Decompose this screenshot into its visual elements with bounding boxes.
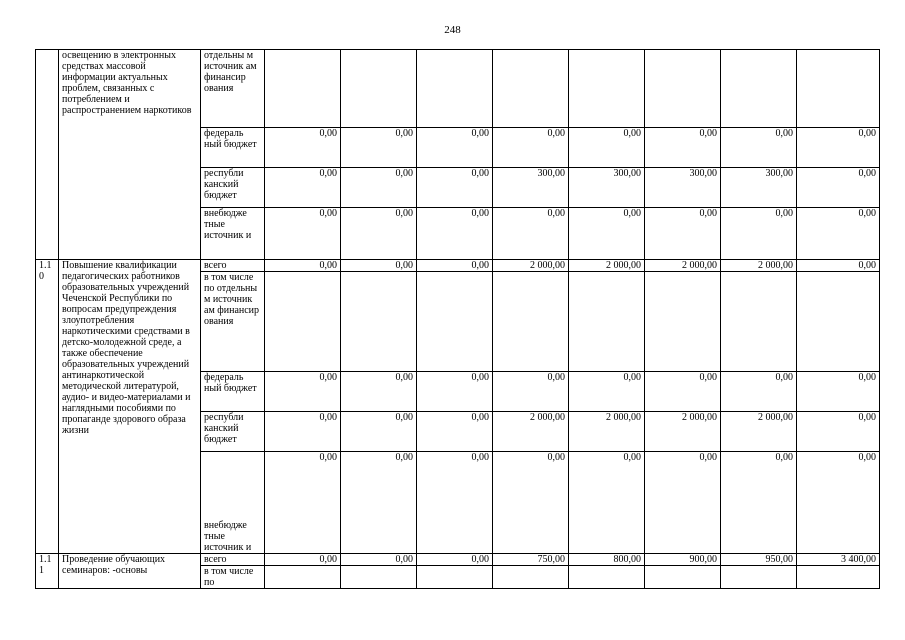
value-cell xyxy=(797,50,880,128)
value-cell: 2 000,00 xyxy=(645,412,721,452)
source-label: всего xyxy=(201,554,265,566)
value-cell xyxy=(721,272,797,372)
value-cell: 0,00 xyxy=(341,168,417,208)
value-cell: 0,00 xyxy=(493,208,569,260)
value-cell: 0,00 xyxy=(569,128,645,168)
value-cell xyxy=(569,272,645,372)
value-cell: 0,00 xyxy=(341,260,417,272)
value-cell: 300,00 xyxy=(721,168,797,208)
value-cell xyxy=(417,50,493,128)
value-cell: 0,00 xyxy=(493,372,569,412)
value-cell: 0,00 xyxy=(569,208,645,260)
value-cell xyxy=(645,50,721,128)
value-cell: 800,00 xyxy=(569,554,645,566)
value-cell: 900,00 xyxy=(645,554,721,566)
item-number: 1.1 1 xyxy=(36,554,59,589)
value-cell xyxy=(341,566,417,589)
value-cell: 0,00 xyxy=(797,412,880,452)
value-cell xyxy=(721,566,797,589)
value-cell: 0,00 xyxy=(493,128,569,168)
value-cell xyxy=(797,272,880,372)
value-cell: 0,00 xyxy=(797,128,880,168)
value-cell: 0,00 xyxy=(265,412,341,452)
value-cell: 0,00 xyxy=(569,452,645,554)
source-label: республи канский бюджет xyxy=(201,412,265,452)
value-cell: 0,00 xyxy=(341,452,417,554)
value-cell xyxy=(645,566,721,589)
value-cell xyxy=(417,566,493,589)
source-label: внебюдже тные источник и xyxy=(201,452,265,554)
value-cell: 0,00 xyxy=(341,128,417,168)
value-cell xyxy=(341,272,417,372)
value-cell: 0,00 xyxy=(645,452,721,554)
value-cell: 0,00 xyxy=(341,412,417,452)
table-row xyxy=(36,260,880,272)
table-row xyxy=(36,50,880,128)
value-cell: 0,00 xyxy=(265,208,341,260)
value-cell xyxy=(417,272,493,372)
value-cell: 0,00 xyxy=(341,554,417,566)
value-cell: 0,00 xyxy=(265,554,341,566)
source-label: отдельны м источник ам финансир ования xyxy=(201,50,265,128)
value-cell: 0,00 xyxy=(265,452,341,554)
item-number-cell xyxy=(36,50,59,260)
value-cell xyxy=(265,566,341,589)
value-cell: 0,00 xyxy=(417,452,493,554)
value-cell: 0,00 xyxy=(341,208,417,260)
budget-table xyxy=(35,49,880,589)
value-cell: 2 000,00 xyxy=(645,260,721,272)
value-cell: 0,00 xyxy=(417,412,493,452)
value-cell: 0,00 xyxy=(797,452,880,554)
value-cell: 950,00 xyxy=(721,554,797,566)
source-label: федераль ный бюджет xyxy=(201,372,265,412)
value-cell: 0,00 xyxy=(721,372,797,412)
value-cell: 0,00 xyxy=(417,168,493,208)
value-cell xyxy=(569,50,645,128)
value-cell: 0,00 xyxy=(417,128,493,168)
value-cell: 0,00 xyxy=(417,554,493,566)
value-cell: 750,00 xyxy=(493,554,569,566)
value-cell xyxy=(341,50,417,128)
value-cell: 300,00 xyxy=(645,168,721,208)
value-cell: 2 000,00 xyxy=(721,412,797,452)
value-cell: 0,00 xyxy=(721,208,797,260)
value-cell: 2 000,00 xyxy=(569,260,645,272)
value-cell: 0,00 xyxy=(721,452,797,554)
page-number: 248 xyxy=(444,24,461,36)
value-cell xyxy=(493,272,569,372)
source-label: республи канский бюджет xyxy=(201,168,265,208)
value-cell: 0,00 xyxy=(797,168,880,208)
value-cell xyxy=(265,50,341,128)
source-label: в том числе по xyxy=(201,566,265,589)
value-cell: 0,00 xyxy=(493,452,569,554)
value-cell: 0,00 xyxy=(645,208,721,260)
value-cell: 300,00 xyxy=(493,168,569,208)
item-description: освещению в электронных средствах массовой информации актуальных проблем, связанных с потреблением и распространением наркотиков xyxy=(59,50,201,260)
value-cell: 0,00 xyxy=(569,372,645,412)
value-cell: 3 400,00 xyxy=(797,554,880,566)
value-cell: 0,00 xyxy=(797,260,880,272)
source-label: в том числе по отдельны м источник ам финансир ования xyxy=(201,272,265,372)
source-label: всего xyxy=(201,260,265,272)
table-row xyxy=(36,554,880,566)
value-cell: 0,00 xyxy=(721,128,797,168)
value-cell: 0,00 xyxy=(645,128,721,168)
value-cell: 0,00 xyxy=(645,372,721,412)
source-label: федераль ный бюджет xyxy=(201,128,265,168)
value-cell: 2 000,00 xyxy=(493,412,569,452)
value-cell xyxy=(645,272,721,372)
value-cell xyxy=(493,566,569,589)
value-cell xyxy=(569,566,645,589)
value-cell: 0,00 xyxy=(265,372,341,412)
value-cell xyxy=(265,272,341,372)
value-cell: 0,00 xyxy=(341,372,417,412)
value-cell: 2 000,00 xyxy=(569,412,645,452)
value-cell: 2 000,00 xyxy=(721,260,797,272)
value-cell: 0,00 xyxy=(797,372,880,412)
value-cell: 2 000,00 xyxy=(493,260,569,272)
source-label: внебюдже тные источник и xyxy=(201,208,265,260)
item-number: 1.1 0 xyxy=(36,260,59,554)
value-cell xyxy=(493,50,569,128)
value-cell: 0,00 xyxy=(265,128,341,168)
value-cell xyxy=(721,50,797,128)
value-cell: 0,00 xyxy=(417,208,493,260)
value-cell: 0,00 xyxy=(417,372,493,412)
value-cell xyxy=(797,566,880,589)
value-cell: 300,00 xyxy=(569,168,645,208)
value-cell: 0,00 xyxy=(797,208,880,260)
value-cell: 0,00 xyxy=(417,260,493,272)
value-cell: 0,00 xyxy=(265,260,341,272)
item-description: Повышение квалификации педагогических работников образовательных учреждений Чеченской Республики по вопросам предупреждения злоупотребления наркотическими средствами в детско-молодежной среде, а также обеспечение образовательных учреждений антинаркотической методической литературой, аудио- и видео-материалами и наглядными пособиями по пропаганде здорового образа жизни xyxy=(59,260,201,554)
item-description: Проведение обучающих семинаров: -основы xyxy=(59,554,201,589)
value-cell: 0,00 xyxy=(265,168,341,208)
